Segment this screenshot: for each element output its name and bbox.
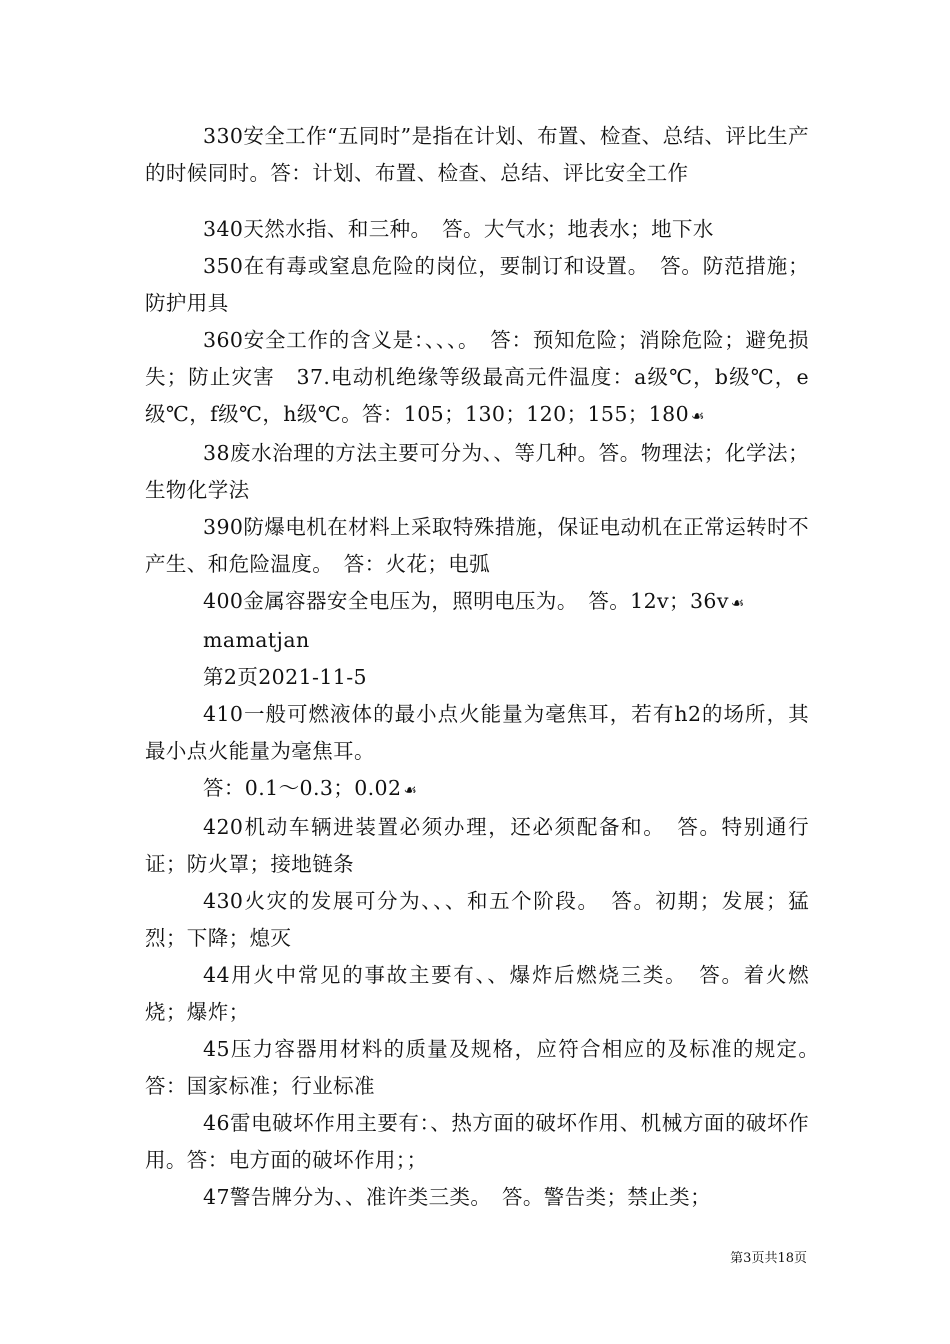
paragraph-q36-37-text: 360安全工作的含义是：、、、。 答：预知危险；消除危险；避免损失；防止灾害 37.电动机绝缘等级最高元件温度：a级℃，b级℃，e级℃，f级℃，h级℃。答：105；130；120；155；180: [145, 328, 809, 426]
paragraph-q35: 350在有毒或窒息危险的岗位，要制订和设置。 答。防范措施；防护用具: [145, 254, 809, 315]
paragraph-q40: [145, 583, 809, 622]
paragraph-q39: 390防爆电机在材料上采取特殊措施，保证电动机在正常运转时不产生、和危险温度。 答：火花；电弧: [145, 515, 809, 576]
page-body: [145, 118, 830, 1216]
paragraph-q41-answer-text: 答：0.1～0.3；0.02: [203, 776, 402, 800]
lookup-mark-icon: ☙: [730, 594, 745, 612]
paragraph-q41-answer: [145, 770, 809, 809]
page-date-line: 第2页2021-11-5: [203, 665, 367, 689]
paragraph-q43: 430火灾的发展可分为、、、和五个阶段。 答。初期；发展；猛烈；下降；熄灭: [145, 889, 809, 950]
paragraph-q45: 45压力容器用材料的质量及规格，应符合相应的及标准的规定。 答：国家标准；行业标准: [145, 1037, 830, 1098]
paragraph-q47: 47警告牌分为、、准许类三类。 答。警告类；禁止类；: [203, 1185, 711, 1209]
paragraph-q41: 410一般可燃液体的最小点火能量为毫焦耳，若有h2的场所，其最小点火能量为毫焦耳。: [145, 702, 809, 763]
author-line: mamatjan: [203, 628, 310, 652]
page-number-footer: 第3页共18页: [730, 1251, 807, 1266]
paragraph-q34: 340天然水指、和三种。 答。大气水；地表水；地下水: [203, 217, 714, 241]
paragraph-q44: 44用火中常见的事故主要有、、爆炸后燃烧三类。 答。着火燃烧；爆炸；: [145, 963, 809, 1024]
paragraph-q33: 330安全工作“五同时”是指在计划、布置、检查、总结、评比生产的时候同时。答：计划、布置、检查、总结、评比安全工作: [145, 124, 809, 185]
paragraph-q46: 46雷电破坏作用主要有：、热方面的破坏作用、机械方面的破坏作用。答：电方面的破坏作用；；: [145, 1111, 809, 1172]
lookup-mark-icon: ☙: [691, 407, 705, 425]
paragraph-q36-37: [145, 322, 809, 435]
paragraph-q42: 420机动车辆进装置必须办理，还必须配备和。 答。特别通行证；防火罩；接地链条: [145, 815, 809, 876]
lookup-mark-icon: ☙: [403, 781, 418, 799]
paragraph-q38: 38废水治理的方法主要可分为、、等几种。答。物理法；化学法；生物化学法: [145, 441, 809, 502]
paragraph-q40-text: 400金属容器安全电压为，照明电压为。 答。12v；36v: [203, 589, 729, 613]
